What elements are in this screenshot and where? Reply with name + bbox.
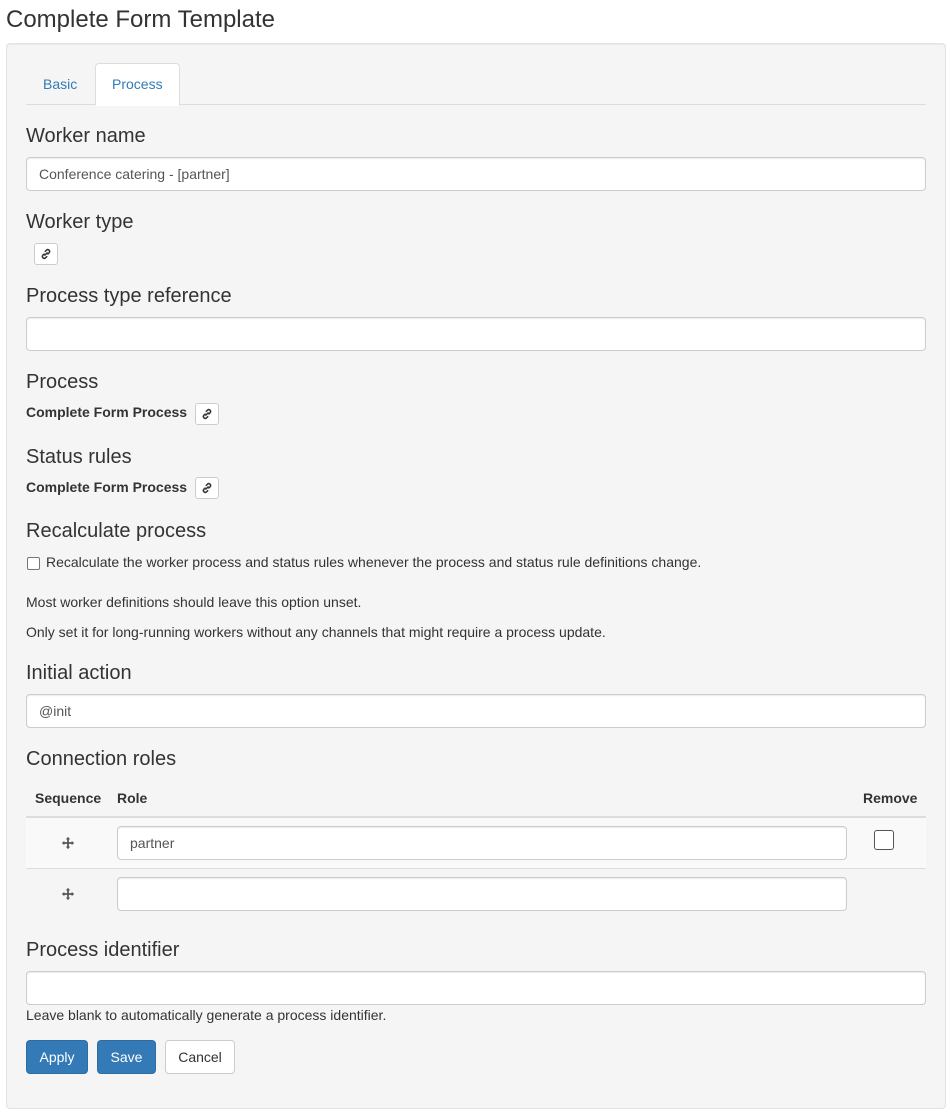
connection-roles-label: Connection roles <box>26 748 177 770</box>
form-panel <box>6 43 946 1109</box>
role-input[interactable] <box>117 826 847 860</box>
initial-action-label: Initial action <box>26 662 132 684</box>
process-type-reference-input[interactable] <box>26 317 926 351</box>
tab-basic[interactable]: Basic <box>43 76 78 92</box>
initial-action-input[interactable] <box>26 694 926 728</box>
status-rules-link-button[interactable] <box>195 477 219 499</box>
save-button[interactable]: Save <box>97 1040 156 1074</box>
process-value: Complete Form Process <box>26 404 188 420</box>
process-identifier-help: Leave blank to automatically generate a process identifier. <box>26 1007 387 1023</box>
link-icon <box>40 248 52 260</box>
recalculate-checkbox-label: Recalculate the worker process and status rules whenever the process and status rule definitions change. <box>46 554 702 570</box>
worker-name-input[interactable] <box>26 157 926 191</box>
process-label: Process <box>26 371 99 393</box>
link-icon <box>201 482 213 494</box>
process-identifier-label: Process identifier <box>26 939 180 961</box>
remove-checkbox[interactable] <box>874 830 894 850</box>
worker-name-label: Worker name <box>26 125 146 147</box>
recalculate-help-2: Only set it for long-running workers without any channels that might require a process update. <box>26 624 606 640</box>
remove-header: Remove <box>863 790 918 806</box>
process-link-button[interactable] <box>195 403 219 425</box>
link-icon <box>201 408 213 420</box>
process-identifier-input[interactable] <box>26 971 926 1005</box>
role-header: Role <box>117 790 148 806</box>
process-type-reference-label: Process type reference <box>26 285 232 307</box>
move-icon[interactable] <box>61 887 75 901</box>
page-title: Complete Form Template <box>6 6 275 33</box>
role-input-new[interactable] <box>117 877 847 911</box>
row-divider <box>26 868 926 869</box>
worker-type-label: Worker type <box>26 211 134 233</box>
status-rules-label: Status rules <box>26 446 132 468</box>
recalculate-label: Recalculate process <box>26 520 207 542</box>
cancel-button[interactable]: Cancel <box>165 1040 235 1074</box>
recalculate-checkbox[interactable] <box>27 557 40 570</box>
sequence-header: Sequence <box>35 790 102 806</box>
tab-bar <box>26 63 926 105</box>
worker-type-link-button[interactable] <box>34 243 58 265</box>
move-icon[interactable] <box>61 836 75 850</box>
status-rules-value: Complete Form Process <box>26 479 188 495</box>
tab-process[interactable]: Process <box>95 63 180 106</box>
apply-button[interactable]: Apply <box>26 1040 88 1074</box>
recalculate-help-1: Most worker definitions should leave this option unset. <box>26 594 362 610</box>
